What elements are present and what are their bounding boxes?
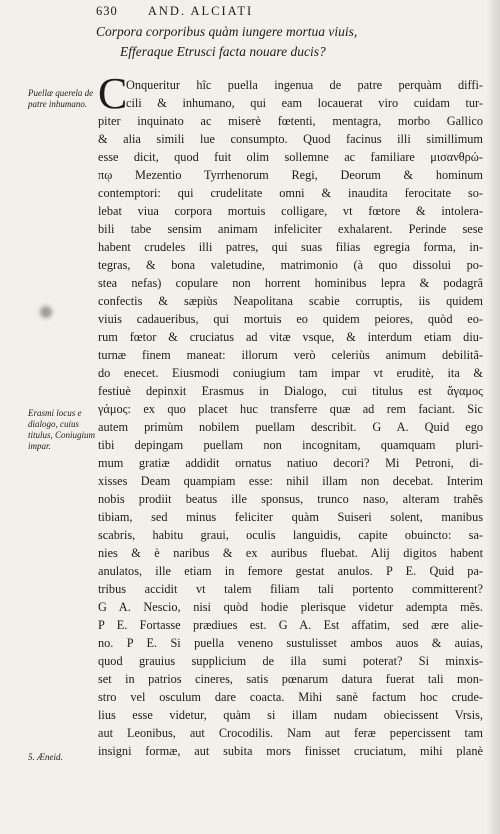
text-line: stro vel osculum dare coacta. Mihi sanè factum hoc crude- [98, 690, 483, 704]
text-line: lius esse videtur, quàm si illam nudam obiecissent Vrsis, [98, 708, 483, 722]
text-line: insigni formæ, aut subita mors finisset cruciatum, mihi planè [98, 744, 483, 758]
text-line: no. P E. Si puella veneno sustulisset ambos auos & auias, [98, 636, 483, 650]
text-line: viuis cadaueribus, qui mortuis eo quidem peiores, quòd eo- [98, 312, 483, 326]
epigram-line: Efferaque Etrusci facta nouare ducis? [120, 44, 326, 59]
text-line: set in patrios cineres, satis pœnarum datura fuerat tali mon- [98, 672, 483, 686]
text-line: & alia simili lue consumpto. Quod facinus illi simillimum [98, 132, 483, 146]
text-line: do enecet. Eiusmodi coniugium tam impar vt eruditè, ita & [98, 366, 483, 380]
running-header [96, 4, 253, 19]
text-line: tibi depingam puellam non incognitam, quamquam pluri- [98, 438, 483, 452]
margin-note-erasmus: Erasmi locus e dialogo, cuius titulus, Coniugium impar. [28, 408, 96, 451]
body-text [98, 69, 483, 760]
drop-cap: C [98, 69, 128, 118]
text-line: piter inquinato ac miserè fœtenti, mentagra, morbo Gallico [98, 114, 483, 128]
text-line: confectis & sæpiùs Neapolitana scabie corruptis, iis quidem [98, 294, 483, 308]
text-line: festiuè depinxit Erasmus in Dialogo, cui titulus est ἄγαμος [98, 384, 483, 398]
text-line: stea nefas) copulare non horrent hominibus lepra & podagrâ [98, 276, 483, 290]
text-line: P E. Fortasse prædiues est. G A. Est affatim, sed ære alie- [98, 618, 483, 632]
epigram [96, 22, 486, 62]
text-line: tegras, & bona valetudine, matrimonio (à quo dissolui po- [98, 258, 483, 272]
text-line: habent crudeles illi patres, qui suas filias egregia forma, in- [98, 240, 483, 254]
text-line: lebat viua corpora mortuis colligare, vt fœtore & intolera- [98, 204, 483, 218]
text-line: mum gratiæ addidit ornatus natiuo decori? Mi Petroni, di- [98, 456, 483, 470]
text-line: nobis prodiit beatus ille sponsus, trunco naso, alteram trahẽs [98, 492, 483, 506]
text-line: aut Leonibus, aut Crocodilis. Nam aut feræ pepercissent tam [98, 726, 483, 740]
text-line: G A. Nescio, nisi quòd hodie plerisque videtur adempta mẽs. [98, 600, 483, 614]
text-line: turnæ finem maneat: illorum verò celeriùs animum debilitã- [98, 348, 483, 362]
text-line: γάμος: ex quo placet huc transferre quæ ad rem faciant. Sic [98, 402, 483, 416]
text-line: autem primùm nobilem puellam describit. G A. Quid ego [98, 420, 483, 434]
ink-smudge [40, 306, 52, 318]
epigram-line: Corpora corporibus quàm iungere mortua viuis, [96, 24, 358, 39]
text-line: tibiam, sed minus feliciter quàm Suiseri solent, manibus [98, 510, 483, 524]
text-line: rum fœtor & cruciatus ad vitæ vsque, & interdum etiam diu- [98, 330, 483, 344]
text-line: xisses Deam quampiam esse: nihil illam non decebat. Interim [98, 474, 483, 488]
text-line: πῳ Mezentio Tyrrhenorum Regi, Deorum & hominum [98, 168, 483, 182]
margin-note-complaint: Puellæ querela de patre inhumano. [28, 88, 94, 109]
text-line: esse dicit, quod fuit olim sollemne ac familiare μισανθρώ- [98, 150, 483, 164]
page-number: 630 [96, 4, 118, 18]
page-edge-shadow [486, 0, 500, 834]
text-line: scabris, habitu graui, oculis languidis, capite obuincto: sa- [98, 528, 483, 542]
text-line: Onqueritur hîc puella ingenua de patre perquàm diffi- [126, 78, 483, 92]
text-line: nies & è naribus & ex auribus fluebat. Alij digitos habent [98, 546, 483, 560]
running-head-title: AND. ALCIATI [147, 4, 254, 18]
text-line: quod grauius supplicium de illa sumi poterat? Si minxis- [98, 654, 483, 668]
text-line: bili tabe sensim animam infeliciter exhalarent. Perinde sese [98, 222, 483, 236]
margin-note-aeneid: 5. Æneid. [28, 752, 63, 762]
text-line: contemptori: qui crudelitate omni & inaudita ferocitate so- [98, 186, 483, 200]
text-line: cili & inhumano, qui eam locauerat viro cuidam tur- [126, 96, 483, 110]
text-line: anulatos, ille etiam in femore gestat anulos. P E. Quid pa- [98, 564, 483, 578]
text-line: tribus accidit vt talem filiam tali portento committerent? [98, 582, 483, 596]
